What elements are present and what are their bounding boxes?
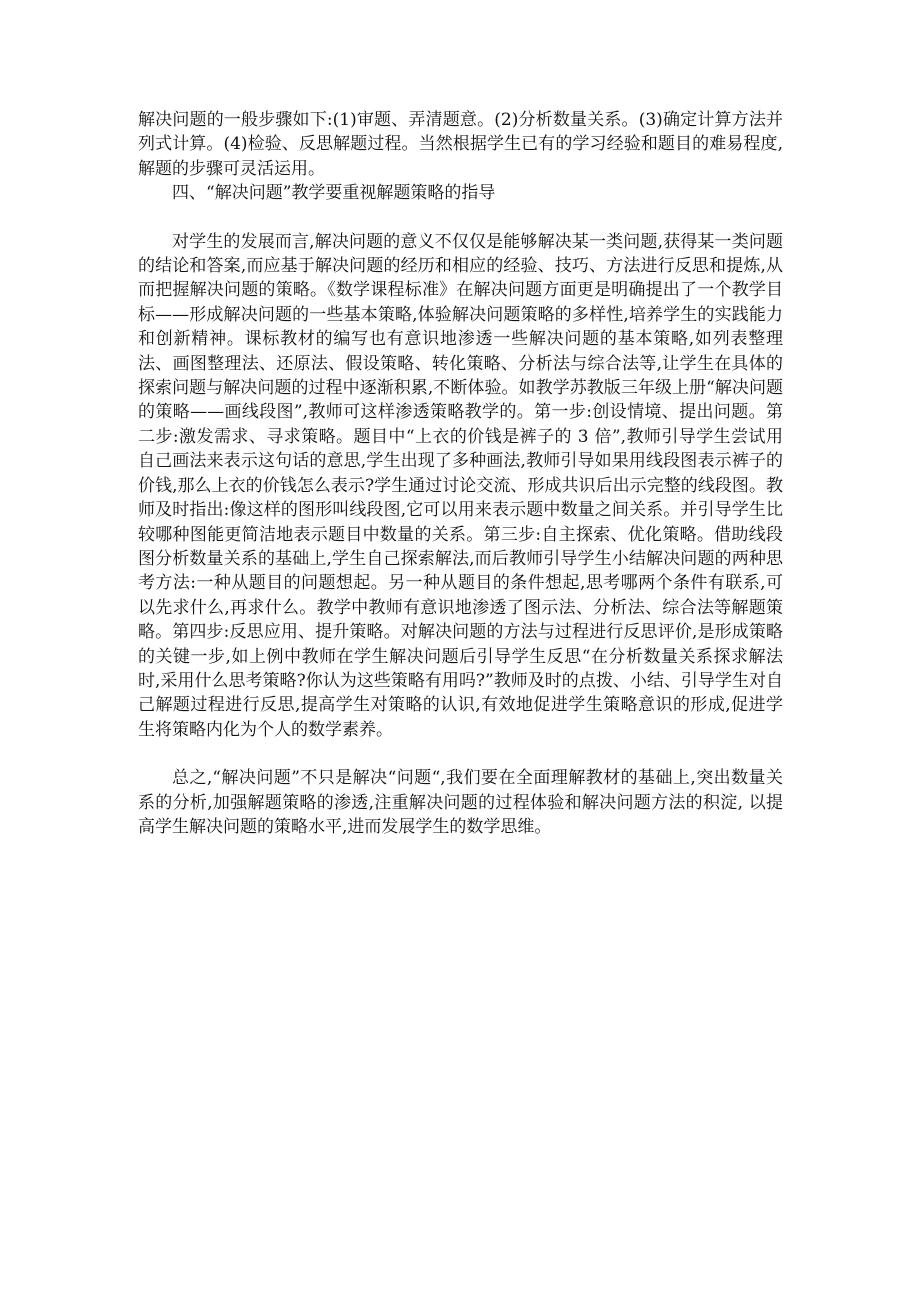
paragraph-conclusion: 总之,“解决问题”不只是解决“问题“,我们要在全面理解教材的基础上,突出数量关系的分析,加强解题策略的渗透,注重解决问题的过程体验和解决问题方法的积淀, 以提高学生解决问题的策略水平,进而发展学生的数学思维。 <box>138 768 783 837</box>
paragraph-strategy: 对学生的发展而言,解决问题的意义不仅仅是能够解决某一类问题,获得某一类问题的结论和答案,而应基于解决问题的经历和相应的经验、技巧、方法进行反思和提炼,从而把握解决问题的策略。《数学课程标准》在解决问题方面更是明确提出了一个教学目标——形成解决问题的一些基本策略,体验解决问题策略的多样性,培养学生的实践能力和创新精神。课标教材的编写也有意识地渗透一些解决问题的基本策略,如列表整理法、画图整理法、还原法、假设策略、转化策略、分析法与综合法等,让学生在具体的探索问题与解决问题的过程中逐渐积累,不断体验。如教学苏教版三年级上册“解决问题的策略——画线段图”,教师可这样渗透策略教学的。第一步:创设情境、提出问题。第二步:激发需求、寻求策略。题目中“上衣的价钱是裤子的 3 倍”,教师引导学生尝试用自己画法来表示这句话的意思,学生出现了多种画法,教师引导如果用线段图表示裤子的价钱,那么上衣的价钱怎么表示?学生通过讨论交流、形成共识后出示完整的线段图。教师及时指出:像这样的图形叫线段图,它可以用来表示题中数量之间关系。并引导学生比较哪种图能更简洁地表示题目中数量的关系。第三步:自主探索、优化策略。借助线段图分析数量关系的基础上,学生自己探索解法,而后教师引导学生小结解决问题的两种思考方法:一种从题目的问题想起。另一种从题目的条件想起,思考哪两个条件有联系,可以先求什么,再求什么。教学中教师有意识地渗透了图示法、分析法、综合法等解题策略。第四步:反思应用、提升策略。对解决问题的方法与过程进行反思评价,是形成策略的关键一步,如上例中教师在学生解决问题后引导学生反思“在分析数量关系探求解法时,采用什么思考策略?你认为这些策略有用吗?”教师及时的点拨、小结、引导学生对自己解题过程进行反思,提高学生对策略的认识,有效地促进学生策略意识的形成,促进学生将策略内化为个人的数学素养。 <box>138 231 783 740</box>
paragraph-steps: 解决问题的一般步骤如下:(1)审题、弄清题意。(2)分析数量关系。(3)确定计算方法并列式计算。(4)检验、反思解题过程。当然根据学生已有的学习经验和题目的难易程度,解题的步骤可灵活运用。 <box>138 110 783 179</box>
document-body <box>138 108 783 839</box>
section-heading: 四、“解决问题”教学要重视解题策略的指导 <box>172 183 496 204</box>
